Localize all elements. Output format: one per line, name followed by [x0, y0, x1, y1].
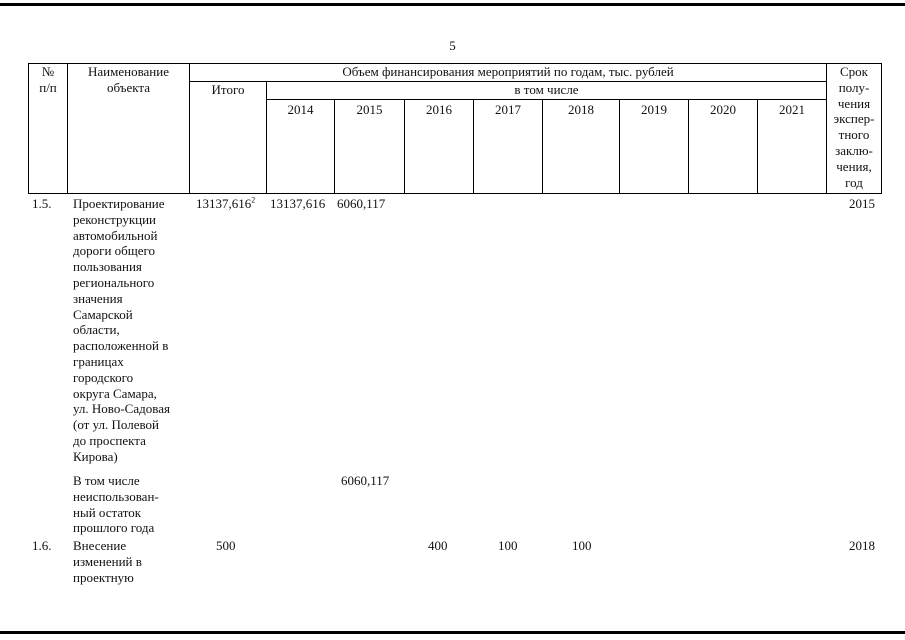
- row-deadline: 2015: [849, 196, 875, 211]
- row-num: 1.5.: [32, 196, 52, 211]
- header-num: № п/п: [39, 64, 57, 95]
- row-num: 1.6.: [32, 538, 52, 553]
- subrow-value-2015: 6060,117: [341, 473, 390, 488]
- header-name: Наименование объекта: [88, 64, 169, 95]
- row-total: 500: [216, 538, 236, 553]
- footnote-mark: 2: [251, 195, 256, 205]
- header-financing: Объем финансирования мероприятий по годам, тыс. рублей: [342, 64, 674, 79]
- header-total: Итого: [211, 82, 245, 97]
- header-year-2014: 2014: [287, 102, 314, 117]
- header-year-2015: 2015: [356, 102, 383, 117]
- header-deadline: Срок полу- чения экспер- тного заклю- чения, год: [833, 64, 875, 190]
- header-including: в том числе: [514, 82, 579, 97]
- row-value-2014: 13137,616: [270, 196, 326, 211]
- header-year-2016: 2016: [426, 102, 452, 117]
- row-value-2018: 100: [572, 538, 592, 553]
- row-value-2017: 100: [498, 538, 518, 553]
- top-border: [0, 3, 905, 6]
- header-year-2018: 2018: [568, 102, 594, 117]
- bottom-border: [0, 631, 905, 634]
- header-year-2020: 2020: [710, 102, 736, 117]
- row-value-2015: 6060,117: [337, 196, 386, 211]
- row-name: Проектирование реконструкции автомобильной дороги общего пользования регионального значения Самарской области, расположенной в границах городского округа Самара, ул. Ново-Садовая (от ул. Полевой до проспекта Кирова): [73, 196, 170, 464]
- row-name: Внесение изменений в проектную: [73, 538, 142, 585]
- header-year-2017: 2017: [495, 102, 521, 117]
- row-total: 13137,616$^2$: [196, 195, 256, 211]
- page-number: 5: [449, 38, 456, 53]
- header-year-2019: 2019: [641, 102, 667, 117]
- header-year-2021: 2021: [779, 102, 805, 117]
- row-value-2016: 400: [428, 538, 448, 553]
- row-deadline: 2018: [849, 538, 875, 553]
- subrow-name: В том числе неиспользован- ный остаток прошлого года: [73, 473, 159, 536]
